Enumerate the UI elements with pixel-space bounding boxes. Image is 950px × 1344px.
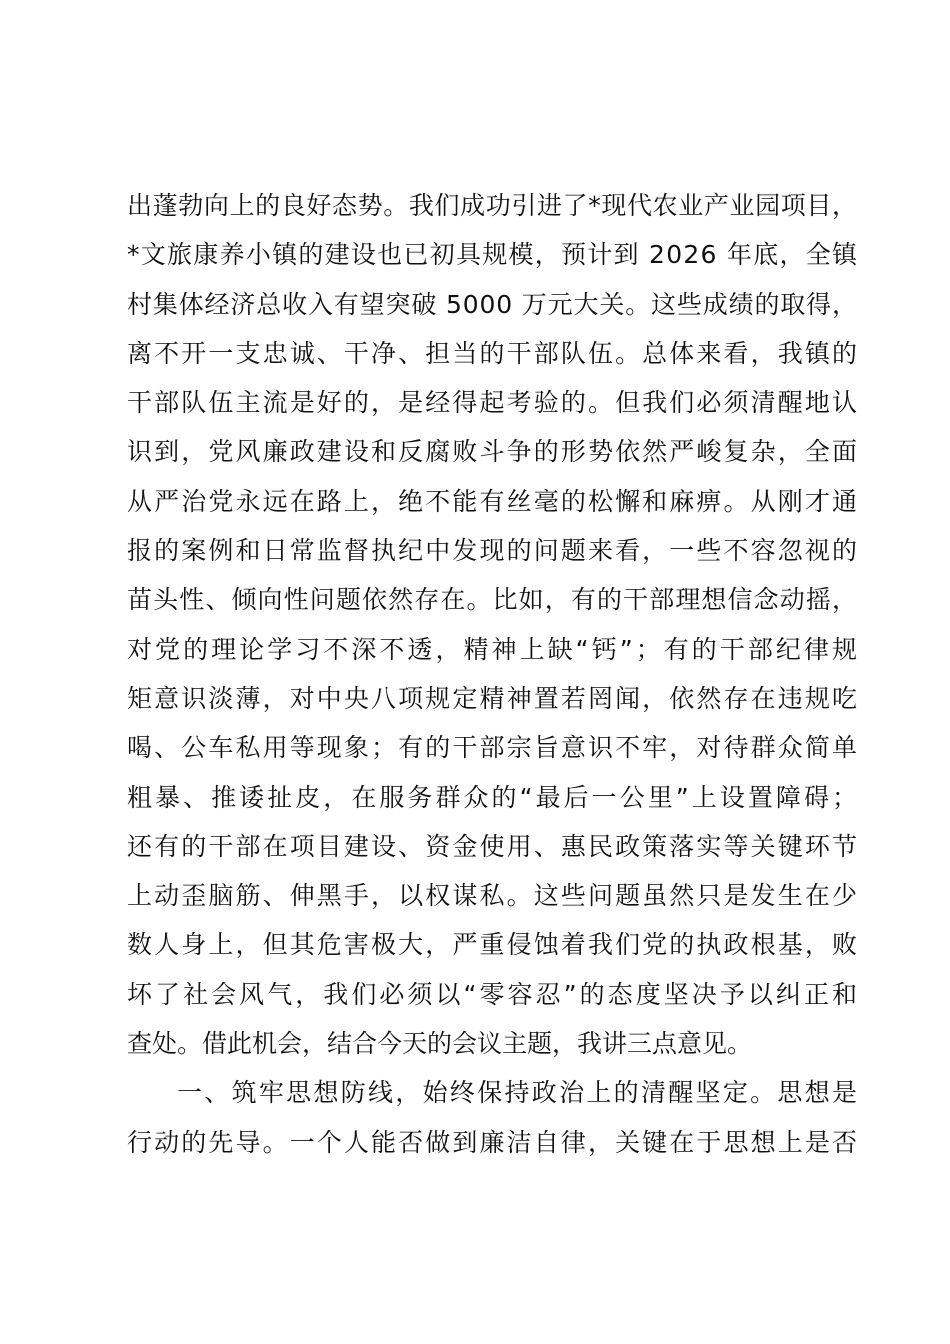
body-text [127, 181, 861, 1167]
line-text: 识到，党风廉政建设和反腐败斗争的形势依然严峻复杂，全面 [127, 437, 860, 467]
text-line [127, 1019, 857, 1068]
line-text: 离不开一支忠诚、干净、担当的干部队伍。总体来看，我镇的 [127, 338, 860, 368]
line-text: 干部队伍主流是好的，是经得起考验的。但我们必须清醒地认 [127, 388, 860, 418]
line-text: 报的案例和日常监督执纪中发现的问题来看，一些不容忽视的 [127, 536, 860, 566]
line-text: 喝、公车私用等现象；有的干部宗旨意识不牢，对待群众简单 [127, 733, 860, 763]
text-line [127, 280, 857, 329]
line-text: 一、筑牢思想防线，始终保持政治上的清醒坚定。思想是 [177, 1078, 860, 1108]
line-text: 坏了社会风气，我们必须以“零容忍”的态度坚决予以纠正和 [127, 979, 861, 1009]
text-line [127, 526, 860, 575]
line-text: 还有的干部在项目建设、资金使用、惠民政策落实等关键环节 [127, 831, 860, 861]
text-line [127, 773, 861, 822]
line-text: 上动歪脑筋、伸黑手，以权谋私。这些问题虽然只是发生在少 [127, 881, 860, 911]
text-line [127, 378, 860, 427]
text-line [127, 477, 860, 526]
text-line [127, 723, 860, 772]
line-text: 苗头性、倾向性问题依然存在。比如，有的干部理想信念动摇， [127, 585, 859, 615]
line-text: 村集体经济总收入有望突破 5000 万元大关。这些成绩的取得， [127, 289, 858, 319]
line-text: *文旅康养小镇的建设也已初具规模，预计到 2026 年底，全镇 [127, 240, 859, 270]
line-text: 数人身上，但其危害极大，严重侵蚀着我们党的执政根基，败 [127, 930, 860, 960]
text-line [127, 970, 861, 1019]
text-line [127, 181, 857, 230]
line-text: 从严治党永远在路上，绝不能有丝毫的松懈和麻痹。从刚才通 [127, 486, 860, 516]
text-line [127, 329, 860, 378]
line-text: 出蓬勃向上的良好态势。我们成功引进了*现代农业产业园项目， [127, 191, 858, 220]
line-text: 查处。借此机会，结合今天的会议主题，我讲三点意见。 [127, 1029, 753, 1059]
line-text: 粗暴、推诿扯皮，在服务群众的“最后一公里”上设置障碍； [127, 782, 861, 812]
section-heading-line [127, 1068, 860, 1117]
line-text: 矩意识淡薄，对中央八项规定精神置若罔闻，依然存在违规吃 [127, 683, 860, 713]
text-line [127, 1118, 860, 1167]
text-line [127, 920, 860, 969]
text-line [127, 427, 860, 476]
text-line [127, 230, 857, 279]
text-line [127, 674, 860, 723]
text-line [127, 822, 860, 871]
line-text: 行动的先导。一个人能否做到廉洁自律，关键在于思想上是否 [127, 1127, 860, 1157]
line-text: 对党的理论学习不深不透，精神上缺“钙”；有的干部纪律规 [127, 634, 861, 664]
text-line [127, 575, 857, 624]
text-line [127, 625, 861, 674]
text-line [127, 871, 860, 920]
